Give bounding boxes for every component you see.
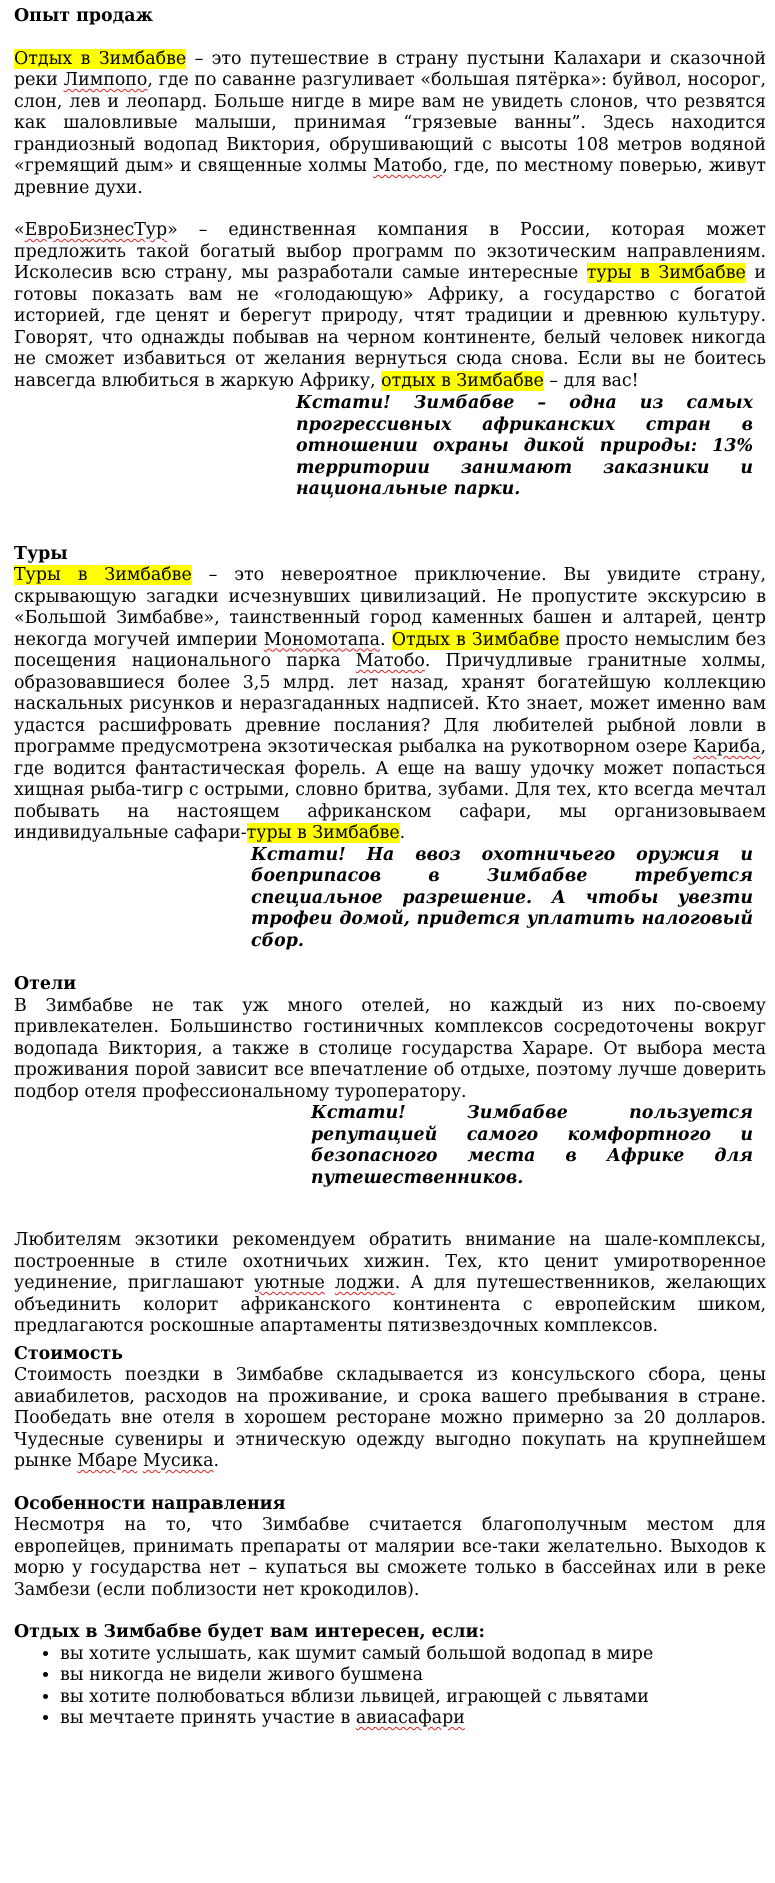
spellcheck-word: Мономотапа — [263, 629, 381, 650]
spellcheck-word: ЕвроБизнесТур — [24, 220, 168, 240]
section-heading-features: Особенности направления — [14, 1493, 286, 1514]
spellcheck-word: Кариба — [693, 737, 761, 757]
section-heading-hotels: Отели — [14, 974, 77, 994]
section-heading-cost: Стоимость — [14, 1343, 123, 1364]
tours-note — [251, 845, 753, 953]
spellcheck-word: лоджи — [334, 1273, 395, 1293]
hotels-paragraph-2 — [14, 1230, 766, 1338]
spellcheck-word: Мусика — [142, 1451, 214, 1471]
section-heading-interest: Отдых в Зимбабве будет вам интересен, если: — [14, 1622, 485, 1642]
interest-list — [14, 1644, 766, 1730]
section-heading-tours: Туры — [14, 543, 68, 564]
text-run: . А для путешественников, желающих объединить колорит африканского континента с европейским шиком, предлагаются роскошные апартаменты пятизвездочных комплексов. — [14, 1273, 766, 1336]
text-run: Кстати! На ввоз охотничьего оружия и боеприпасов в Зимбабве требуется специальное разрешение. А чтобы увезти трофеи домой, придется уплатить налоговый сбор. — [251, 844, 753, 951]
intro-note — [296, 393, 753, 501]
spellcheck-word: Лимпопо — [63, 70, 148, 90]
spellcheck-word: авиасафари — [355, 1708, 465, 1728]
text-run: просто немыслим без посещения национального парка — [14, 629, 766, 671]
text-run: » – единственная компания в России, которая может предложить такой богатый выбор программ по экзотическим направлениям. Исколесив всю страну, мы разработали самые интересные — [14, 220, 766, 283]
text-run: В Зимбабве не так уж много отелей, но каждый из них по-своему привлекателен. Большинство гостиничных комплексов сосредоточены вокруг водопада Виктория, а также в столице государства Хараре. От выбора места проживания порой зависит все впечатление об отдыхе, поэтому лучше доверить подбор отеля профессиональному туроператору. — [14, 995, 766, 1102]
tours-paragraph — [14, 565, 766, 845]
highlighted-phrase: отдых в Зимбабве — [381, 370, 544, 391]
text-run: и готовы показать вам не «голодающую» Африку, а государство с богатой историей, где ценят и берегут природу, чтят традиции и древнюю культуру. Говорят, что однажды побывав на черном континенте, белый человек никогда не сможет избавиться от желания вернуться сюда снова. Если вы не боитесь навсегда влюбиться в жаркую Африку, — [14, 263, 766, 391]
text-run — [325, 1273, 335, 1293]
highlighted-phrase: Отдых в Зимбабве — [14, 48, 187, 69]
document-title: Опыт продаж — [14, 6, 154, 26]
text-run: . — [380, 629, 392, 650]
highlighted-phrase: Отдых в Зимбабве — [391, 629, 560, 650]
text-run: – это невероятное приключение. Вы увидите страну, скрывающую загадки исчезнувших цивилизаций. Не пропустите экскурсию в «Большой Зимбабве», таинственный город каменных башен и алтарей, центр некогда могучей империи — [14, 565, 766, 650]
text-run: – для вас! — [543, 370, 639, 391]
spellcheck-word: Матобо — [373, 156, 443, 176]
text-run: , где по саванне разгуливает «большая пятёрка»: буйвол, носорог, слон, лев и леопард. Больше нигде в мире вам не увидеть слонов, что резвятся как шаловливые малыши, принимая “грязевые ванны”. Здесь находится грандиозный водопад Виктория, обрушивающий с высоты 108 метров водяной «гремящий дым» и священные холмы — [14, 70, 766, 176]
spellcheck-word: Матобо — [355, 651, 425, 671]
features-paragraph — [14, 1515, 766, 1601]
text-run: Несмотря на то, что Зимбабве считается благополучным местом для европейцев, принимать препараты от малярии все-таки желательно. Выходов к морю у государства нет – купаться вы сможете только в бассейнах или в реке Замбези (если поблизости нет крокодилов). — [14, 1515, 766, 1600]
spellcheck-word: уютные — [254, 1273, 325, 1293]
text-run: Любителям экзотики рекомендуем обратить внимание на шале-комплексы, построенные в стиле охотничьих хижин. Тех, кто ценит умиротворенное уединение, приглашают — [14, 1230, 766, 1293]
text-run: вы хотите услышать, как шумит самый большой водопад в мире — [60, 1643, 654, 1664]
spellcheck-word: Мбаре — [77, 1451, 138, 1471]
text-run: « — [14, 220, 25, 240]
highlighted-phrase: Туры в Зимбабве — [14, 565, 192, 585]
text-run: , где, по местному поверью, живут древние духи. — [14, 156, 766, 198]
text-run: вы хотите полюбоваться вблизи львицей, играющей с львятами — [60, 1686, 649, 1707]
text-run: , где водится фантастическая форель. А еще на вашу удочку может попасться хищная рыба-тигр с острыми, словно бритва, зубами. Для тех, кто всегда мечтал побывать на настоящем африканском сафари, мы организовываем индивидуальные сафари- — [14, 737, 766, 843]
highlighted-phrase: туры в Зимбабве — [246, 823, 400, 843]
list-item — [60, 1687, 766, 1709]
text-run: Кстати! Зимбабве – одна из самых прогрессивных африканских стран в отношении охраны дикой природы: 13% территории занимают заказники и национальные парки. — [296, 393, 753, 499]
text-run: вы никогда не видели живого бушмена — [60, 1665, 423, 1685]
list-item — [60, 1708, 766, 1730]
text-run: Стоимость поездки в Зимбабве складывается из консульского сбора, цены авиабилетов, расходов на проживание, и срока вашего пребывания в стране. Пообедать вне отеля в хорошем ресторане можно примерно за 20 долларов. Чудесные сувениры и этническую одежду выгодно покупать на крупнейшем рынке — [14, 1365, 766, 1471]
text-run: Кстати! Зимбабве пользуется репутацией самого комфортного и безопасного места в Африке для путешественников. — [311, 1103, 753, 1188]
list-item — [60, 1644, 766, 1666]
text-run: . — [399, 823, 406, 843]
list-item — [60, 1665, 766, 1687]
text-run: . Причудливые гранитные холмы, образовавшиеся более 3,5 млрд. лет назад, хранят богатейшую коллекцию наскальных рисунков и неразгаданных надписей. Кто знает, может именно вам удастся расшифровать древние послания? Для любителей рыбной ловли в программе предусмотрена экзотическая рыбалка на рукотворном озере — [14, 651, 766, 757]
hotels-paragraph-1 — [14, 996, 766, 1104]
cost-paragraph — [14, 1365, 766, 1473]
hotels-note — [311, 1103, 753, 1189]
intro-paragraph-2 — [14, 220, 766, 392]
intro-paragraph-1 — [14, 49, 766, 200]
text-run: . — [213, 1451, 220, 1471]
text-run: – это путешествие в страну пустыни Калахари и сказочной реки — [14, 48, 766, 90]
highlighted-phrase: туры в Зимбабве — [586, 263, 746, 283]
text-run: вы мечтаете принять участие в — [60, 1708, 356, 1728]
